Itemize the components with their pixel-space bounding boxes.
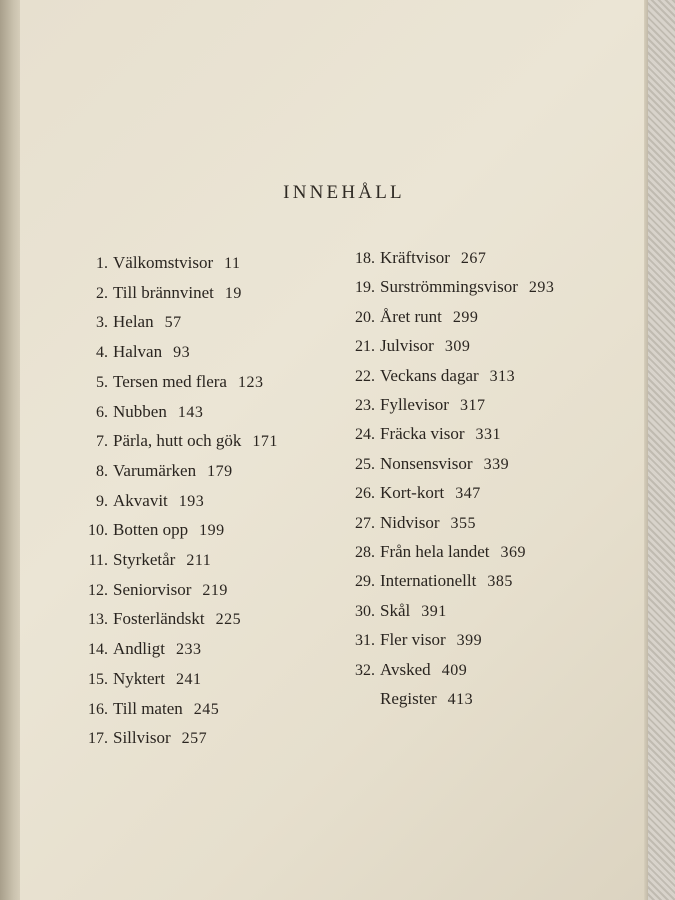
toc-entry xyxy=(348,571,513,592)
entry-title: Skål xyxy=(380,600,411,620)
entry-title: Akvavit xyxy=(113,490,168,510)
entry-page-number: 199 xyxy=(199,522,225,540)
entry-number: 9. xyxy=(96,492,108,510)
toc-entry xyxy=(348,424,501,445)
toc-entry xyxy=(78,402,203,423)
entry-page-number: 399 xyxy=(456,632,483,650)
entry-title: Nubben xyxy=(113,401,167,421)
entry-number: 15. xyxy=(88,670,108,688)
entry-title: Sillvisor xyxy=(113,728,171,748)
entry-page-number: 355 xyxy=(450,514,476,532)
entry-number: 19. xyxy=(355,279,375,297)
entry-number: 7. xyxy=(96,433,108,451)
entry-page-number: 193 xyxy=(178,492,205,510)
entry-number: 13. xyxy=(88,611,108,629)
entry-number: 2. xyxy=(96,284,108,302)
toc-entry xyxy=(348,307,478,328)
entry-page-number: 257 xyxy=(181,730,208,748)
entry-page-number: 19 xyxy=(224,284,242,302)
toc-entry xyxy=(78,461,233,482)
entry-number: 23. xyxy=(355,397,375,414)
entry-page-number: 309 xyxy=(444,338,471,356)
entry-title: Nonsensvisor xyxy=(380,453,473,473)
toc-entry xyxy=(78,699,219,720)
toc-entry xyxy=(348,336,470,357)
entry-number: 6. xyxy=(96,403,108,421)
entry-page-number: 299 xyxy=(452,308,479,326)
entry-page-number: 317 xyxy=(459,397,486,414)
entry-title: Kräftvisor xyxy=(380,248,450,267)
toc-entry xyxy=(78,520,225,541)
entry-number: 5. xyxy=(96,373,108,391)
entry-page-number: 331 xyxy=(475,426,502,444)
entry-title: Varumärken xyxy=(113,460,197,480)
entry-title: Till brännvinet xyxy=(113,282,214,302)
entry-page-number: 339 xyxy=(483,455,510,473)
entry-title: Året runt xyxy=(380,306,442,326)
entry-number: 30. xyxy=(355,602,375,620)
toc-entry xyxy=(348,660,467,681)
entry-number: 1. xyxy=(96,255,108,272)
entry-page-number: 219 xyxy=(202,581,228,599)
entry-number: 28. xyxy=(355,544,375,561)
entry-page-number: 293 xyxy=(528,279,555,297)
entry-page-number: 347 xyxy=(455,485,481,503)
toc-entry xyxy=(348,601,447,622)
entry-title: Styrketår xyxy=(113,550,176,569)
entry-page-number: 171 xyxy=(252,433,278,451)
toc-entry xyxy=(78,609,241,630)
toc-entry xyxy=(78,550,211,571)
entry-title: Register xyxy=(380,689,437,708)
toc-entry xyxy=(78,669,201,690)
entry-number: 14. xyxy=(88,641,108,659)
entry-page-number: 385 xyxy=(487,573,513,591)
entry-title: Fräcka visor xyxy=(380,424,465,444)
entry-page-number: 123 xyxy=(237,373,264,391)
entry-title: Veckans dagar xyxy=(380,365,479,385)
entry-page-number: 409 xyxy=(441,661,468,679)
entry-title: Halvan xyxy=(113,342,163,362)
toc-entry xyxy=(348,395,485,416)
entry-number: 29. xyxy=(355,573,375,591)
entry-page-number: 143 xyxy=(177,403,204,421)
entry-number: 20. xyxy=(355,308,375,326)
entry-page-number: 225 xyxy=(215,611,242,629)
entry-page-number: 211 xyxy=(186,552,212,569)
entry-title: Nyktert xyxy=(113,668,165,688)
toc-entry xyxy=(78,580,228,601)
entry-title: Andligt xyxy=(113,639,165,659)
entry-page-number: 391 xyxy=(421,602,447,620)
toc-entry xyxy=(78,283,242,304)
toc-entry xyxy=(78,728,207,749)
entry-number: 22. xyxy=(355,367,375,385)
entry-page-number: 241 xyxy=(175,670,202,688)
toc-entry xyxy=(348,366,515,387)
entry-number: 8. xyxy=(96,462,108,480)
entry-title: Tersen med flera xyxy=(113,371,227,391)
toc-entry xyxy=(78,639,201,660)
entry-title: Seniorvisor xyxy=(113,579,192,599)
entry-number: 24. xyxy=(355,426,375,444)
entry-number: 31. xyxy=(355,632,375,650)
entry-title: Julvisor xyxy=(380,336,434,356)
toc-entry xyxy=(348,689,473,710)
entry-number: 12. xyxy=(88,581,108,599)
toc-entry xyxy=(78,312,182,333)
entry-number: 4. xyxy=(96,344,108,362)
entry-page-number: 93 xyxy=(173,344,191,362)
entry-page-number: 245 xyxy=(193,700,220,718)
entry-title: Internationellt xyxy=(380,571,477,591)
toc-entry xyxy=(78,372,263,393)
entry-title: Fyllevisor xyxy=(380,395,449,414)
entry-title: Nidvisor xyxy=(380,512,440,532)
entry-title: Avsked xyxy=(380,659,431,679)
entry-number: 3. xyxy=(96,314,108,332)
entry-title: Till maten xyxy=(113,698,183,718)
entry-number: 32. xyxy=(355,661,375,679)
entry-number: 11. xyxy=(88,552,108,569)
entry-number: 26. xyxy=(355,485,375,503)
toc-entry xyxy=(78,491,204,512)
entry-title: Surströmmingsvisor xyxy=(380,277,518,297)
entry-title: Från hela landet xyxy=(380,542,490,561)
entry-title: Botten opp xyxy=(113,520,189,540)
entry-page-number: 179 xyxy=(207,462,233,480)
entry-page-number: 413 xyxy=(447,691,474,708)
entry-page-number: 313 xyxy=(489,367,516,385)
entry-title: Fosterländskt xyxy=(113,609,205,629)
entry-title: Kort-kort xyxy=(380,483,445,503)
toc-entry xyxy=(78,342,190,363)
toc-entry xyxy=(78,253,241,274)
entry-title: Helan xyxy=(113,312,154,332)
toc-entry xyxy=(348,248,486,269)
entry-page-number: 369 xyxy=(500,544,527,561)
fabric-background xyxy=(648,0,675,900)
entry-title: Välkomstvisor xyxy=(113,253,214,272)
entry-page-number: 57 xyxy=(164,314,182,332)
toc-entry xyxy=(348,513,476,534)
toc-entry xyxy=(348,277,554,298)
entry-number: 10. xyxy=(88,522,108,540)
toc-entry xyxy=(78,431,278,452)
entry-title: Fler visor xyxy=(380,630,446,650)
entry-page-number: 233 xyxy=(175,641,202,659)
entry-number: 18. xyxy=(355,250,375,267)
entry-number: 17. xyxy=(88,730,108,748)
toc-entry xyxy=(348,454,509,475)
entry-page-number: 11 xyxy=(224,255,241,272)
toc-entry xyxy=(348,542,526,563)
entry-number: 25. xyxy=(355,455,375,473)
entry-number: 16. xyxy=(88,700,108,718)
toc-entry xyxy=(348,483,481,504)
entry-title: Pärla, hutt och gök xyxy=(113,431,242,451)
entry-number: 27. xyxy=(355,514,375,532)
toc-entry xyxy=(348,630,482,651)
entry-page-number: 267 xyxy=(460,250,487,267)
entry-number: 21. xyxy=(355,338,375,356)
toc-heading: INNEHÅLL xyxy=(283,182,405,203)
